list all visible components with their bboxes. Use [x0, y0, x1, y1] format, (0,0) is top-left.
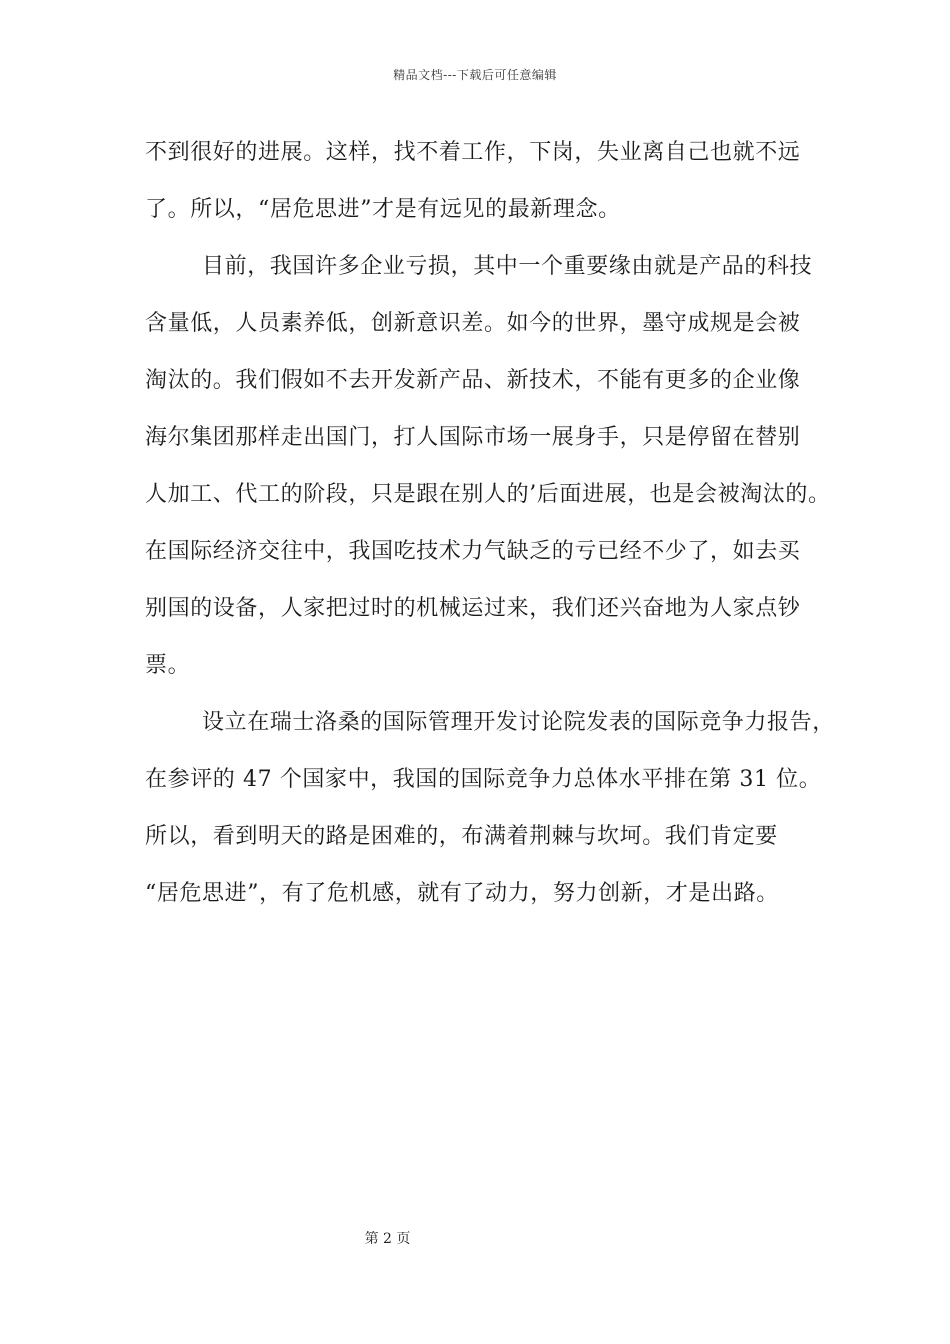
document-body [145, 131, 835, 929]
paragraph-2-line-7: 别国的设备，人家把过时的机械运过来，我们还兴奋地为人家点钞 [145, 596, 801, 621]
paragraph-1-line-2: 了。所以，“居危思进”才是有远见的最新理念。 [145, 197, 621, 222]
paragraph-2-line-6: 在国际经济交往中，我国吃技术力气缺乏的亏已经不少了，如去买 [145, 539, 801, 564]
paragraph-3-line-2: 在参评的 47 个国家中，我国的国际竞争力总体水平排在第 31 位。 [145, 767, 822, 792]
paragraph-3-line-1: 设立在瑞士洛桑的国际管理开发讨论院发表的国际竞争力报告， [202, 710, 835, 735]
paragraph-2-line-4: 海尔集团那样走出国门，打人国际市场一展身手，只是停留在替别 [145, 425, 801, 450]
page-number: 第 2 页 [364, 1231, 411, 1247]
paragraph-1-line-1: 不到很好的进展。这样，找不着工作，下岗，失业离自己也就不远 [145, 140, 801, 165]
paragraph-2-line-5: 人加工、代工的阶段，只是跟在别人的’后面进展，也是会被淘汰的。 [145, 482, 831, 507]
paragraph-3-line-4: “居危思进”，有了危机感，就有了动力，努力创新，才是出路。 [145, 881, 779, 906]
page-header: 精品文档---下载后可任意编辑 [393, 68, 557, 82]
paragraph-2-line-2: 含量低，人员素养低，创新意识差。如今的世界，墨守成规是会被 [145, 311, 801, 336]
paragraph-2-line-8: 票。 [145, 653, 191, 678]
paragraph-3-line-3: 所以，看到明天的路是困难的，布满着荆棘与坎坷。我们肯定要 [145, 824, 778, 849]
paragraph-2-line-1: 目前，我国许多企业亏损，其中一个重要缘由就是产品的科技 [202, 254, 813, 279]
paragraph-2-line-3: 淘汰的。我们假如不去开发新产品、新技术，不能有更多的企业像 [145, 368, 801, 393]
